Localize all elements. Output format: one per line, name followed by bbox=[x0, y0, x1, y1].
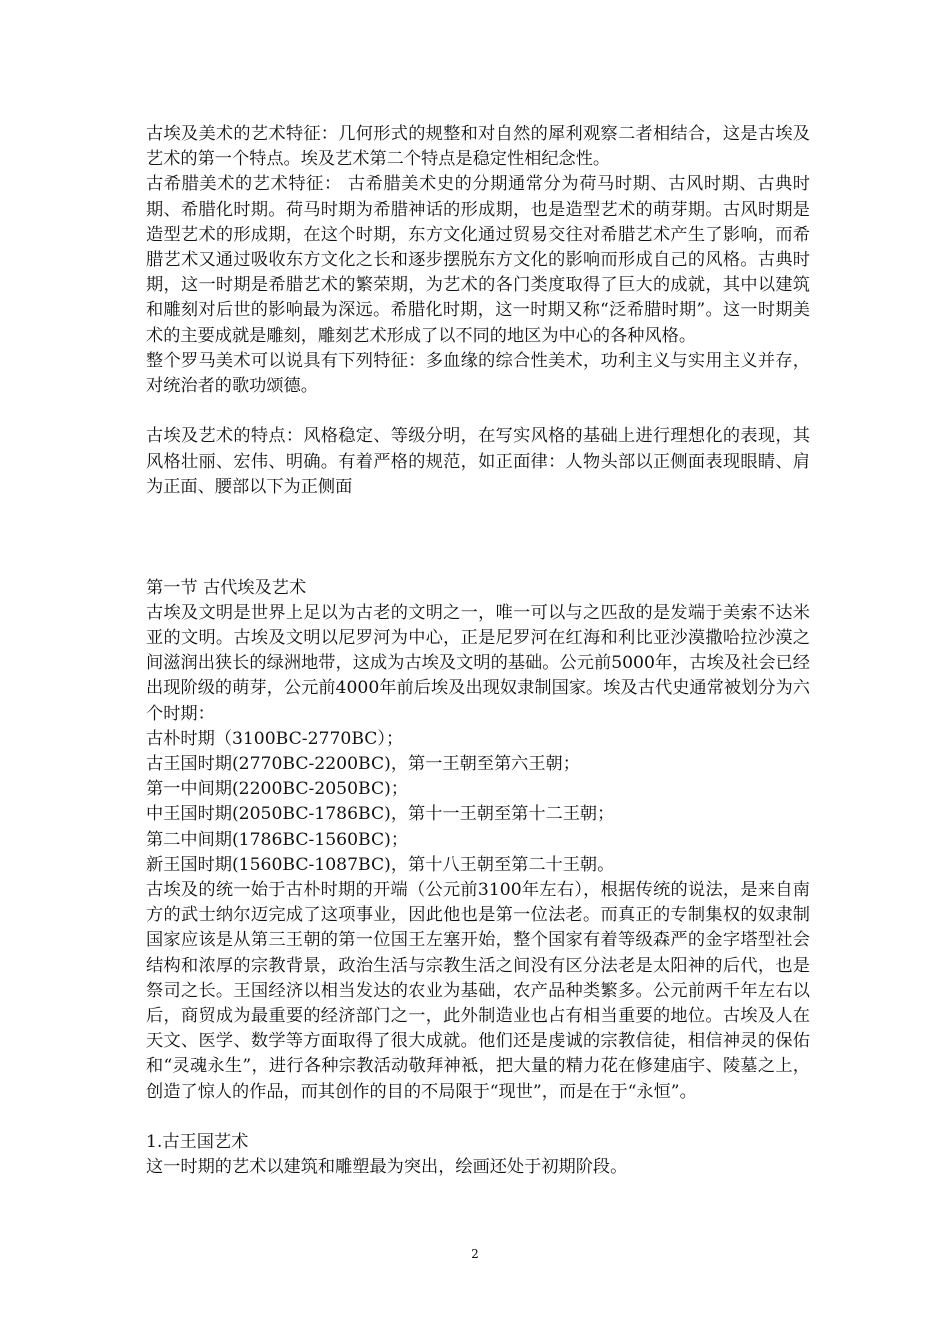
spacer bbox=[146, 399, 810, 424]
period-list-item: 古王国时期(2770BC-2200BC)，第一王朝至第六王朝； bbox=[146, 754, 580, 775]
subsection-heading: 1.古王国艺术 bbox=[146, 1132, 249, 1153]
document-body bbox=[146, 122, 810, 1180]
period-list-item: 新王国时期(1560BC-1087BC)，第十八王朝至第二十王朝。 bbox=[146, 854, 615, 875]
section-heading: 第一节 古代埃及艺术 bbox=[146, 577, 307, 598]
old-kingdom-art-paragraph: 这一时期的艺术以建筑和雕塑最为突出，绘画还处于初期阶段。 bbox=[146, 1157, 628, 1178]
egypt-art-characteristics-paragraph: 古埃及艺术的特点：风格稳定、等级分明，在写实风格的基础上进行理想化的表现，其风格壮丽、宏伟、明确。有着严格的规范，如正面律：人物头部以正侧面表现眼睛、肩为正面、腰部以下为正侧面 bbox=[146, 426, 810, 497]
greek-art-features-paragraph: 古希腊美术的艺术特征： 古希腊美术史的分期通常分为荷马时期、古风时期、古典时期、希腊化时期。荷马时期为希腊神话的形成期，也是造型艺术的萌芽期。古风时期是造型艺术的形成期，在这个时期，东方文化通过贸易交往对希腊艺术产生了影响，而希腊艺术又通过吸收东方文化之长和逐步摆脱东方文化的影响而形成自己的风格。古典时期，这一时期是希腊艺术的繁荣期，为艺术的各门类度取得了巨大的成就，其中以建筑和雕刻对后世的影响最为深远。希腊化时期，这一时期又称“泛希腊时期”。这一时期美术的主要成就是雕刻，雕刻艺术形成了以不同的地区为中心的各种风格。 bbox=[146, 174, 810, 346]
period-list-item: 第二中间期(1786BC-1560BC)； bbox=[146, 829, 409, 850]
period-list-item: 古朴时期（3100BC-2770BC）； bbox=[146, 728, 404, 749]
egypt-civilization-paragraph: 古埃及文明是世界上足以为古老的文明之一，唯一可以与之匹敌的是发端于美索不达米亚的文明。古埃及文明以尼罗河为中心，正是尼罗河在红海和利比亚沙漠撒哈拉沙漠之间滋润出狭长的绿洲地带，这成为古埃及文明的基础。公元前5000年，古埃及社会已经出现阶级的萌芽，公元前4000年前后埃及出现奴隶制国家。埃及古代史通常被划分为六个时期： bbox=[146, 602, 810, 724]
spacer bbox=[146, 500, 810, 576]
page-number: 2 bbox=[471, 1247, 479, 1261]
roman-art-features-paragraph: 整个罗马美术可以说具有下列特征：多血缘的综合性美术，功利主义与实用主义并存，对统治者的歌功颂德。 bbox=[146, 350, 810, 397]
period-list-item: 第一中间期(2200BC-2050BC)； bbox=[146, 779, 409, 800]
spacer bbox=[146, 1105, 810, 1130]
egypt-unification-paragraph: 古埃及的统一始于古朴时期的开端（公元前3100年左右），根据传统的说法，是来自南方的武士纳尔迈完成了这项事业，因此他也是第一位法老。而真正的专制集权的奴隶制国家应该是从第三王朝的第一位国王左塞开始，整个国家有着等级森严的金字塔型社会结构和浓厚的宗教背景，政治生活与宗教生活之间没有区分法老是太阳神的后代，也是祭司之长。王国经济以相当发达的农业为基础，农产品种类繁多。公元前两千年左右以后，商贸成为最重要的经济部门之一，此外制造业也占有相当重要的地位。古埃及人在天文、医学、数学等方面取得了很大成就。他们还是虔诚的宗教信徒，相信神灵的保佑和“灵魂永生”，进行各种宗教活动敬拜神袛，把大量的精力花在修建庙宇、陵墓之上，创造了惊人的作品，而其创作的目的不局限于“现世”，而是在于“永恒”。 bbox=[146, 880, 810, 1102]
egypt-art-features-paragraph: 古埃及美术的艺术特征：几何形式的规整和对自然的犀利观察二者相结合，这是古埃及艺术的第一个特点。埃及艺术第二个特点是稳定性相纪念性。 bbox=[146, 124, 810, 170]
period-list-item: 中王国时期(2050BC-1786BC)，第十一王朝至第十二王朝； bbox=[146, 804, 615, 825]
